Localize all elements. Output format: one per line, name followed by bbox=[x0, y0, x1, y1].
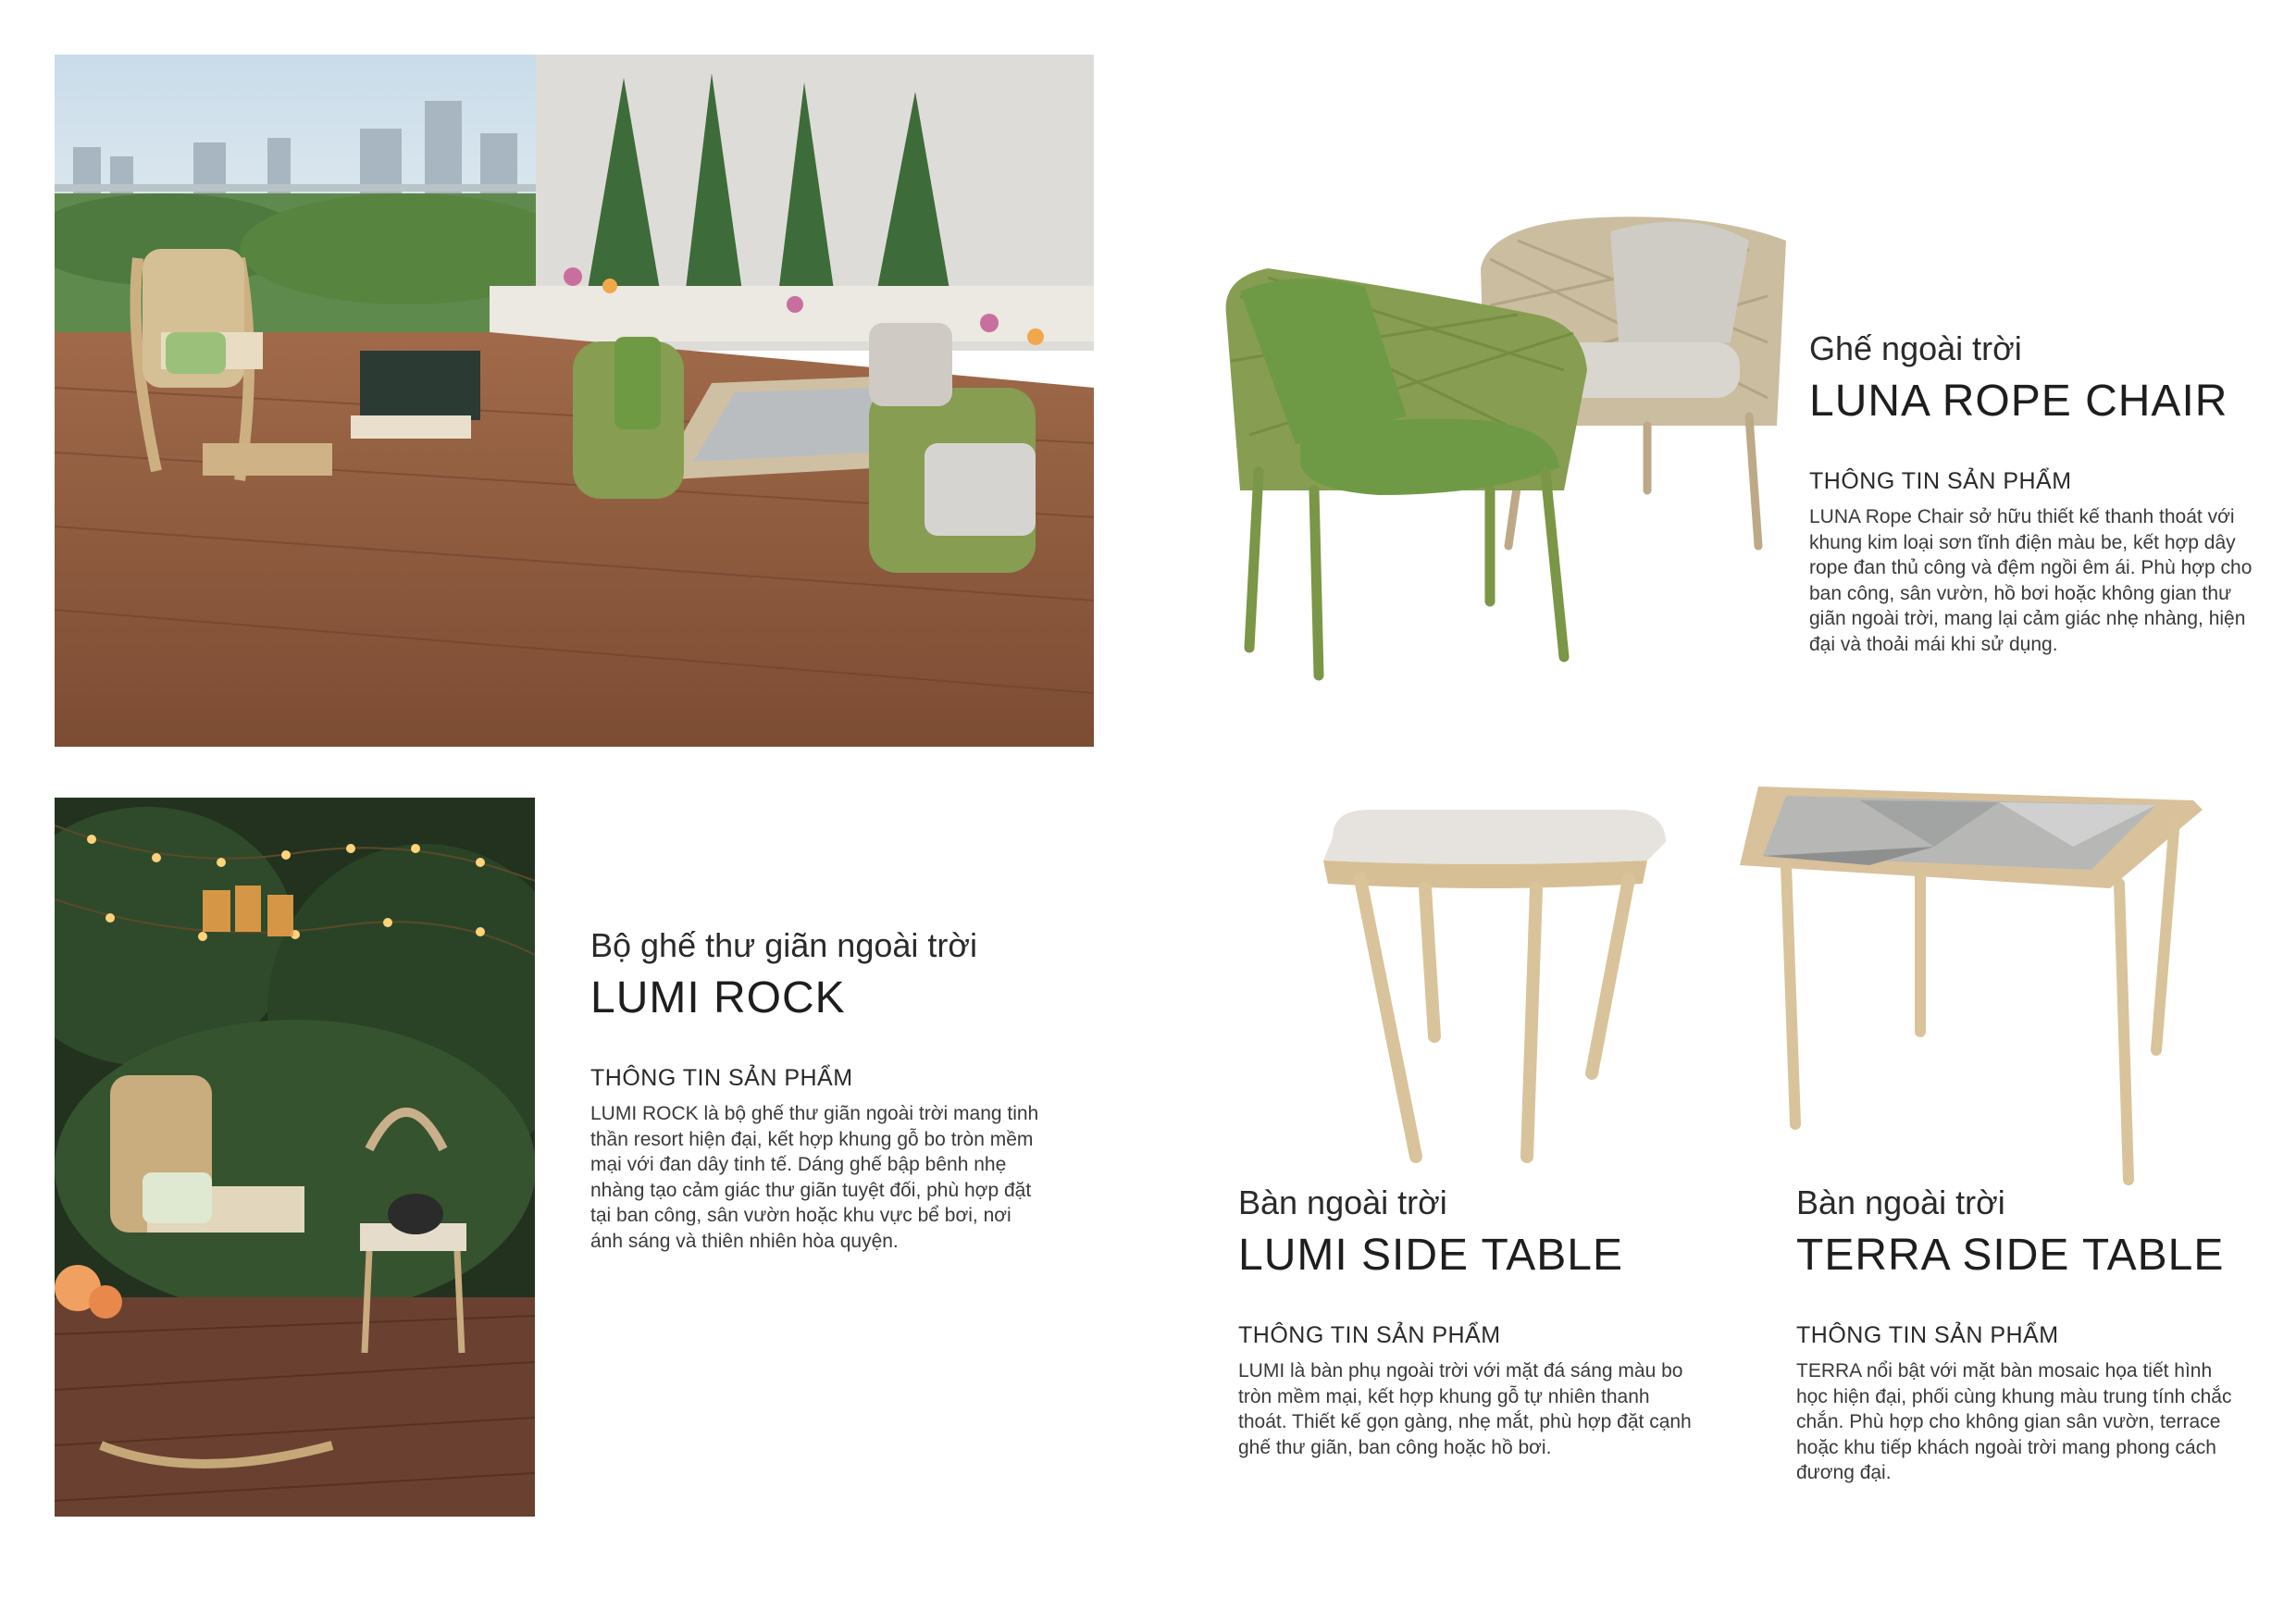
lumi-side-table-image bbox=[1296, 796, 1684, 1175]
lumi-side-description: LUMI là bàn phụ ngoài trời với mặt đá sáng màu bo tròn mềm mại, kết hợp khung gỗ tự nhiên thanh thoát. Thiết kế gọn gàng, nhẹ mắt, phù hợp đặt cạnh ghế thư giãn, ban công hoặc hồ bơi. bbox=[1238, 1360, 1692, 1458]
lumi-rock-subtitle: Bộ ghế thư giãn ngoài trời bbox=[590, 926, 977, 964]
terra-side-subtitle: Bàn ngoài trời bbox=[1796, 1183, 2005, 1221]
terra-side-info-heading: THÔNG TIN SẢN PHẨM bbox=[1796, 1322, 2059, 1349]
garden-rocking-chair-photo bbox=[55, 798, 535, 1517]
luna-text-block bbox=[1809, 328, 2272, 657]
luna-description: LUNA Rope Chair sở hữu thiết kế thanh thoát với khung kim loại sơn tĩnh điện màu be, kết hợp dây rope đan thủ công và đệm ngồi êm ái. Phù hợp cho ban công, sân vườn, hồ bơi hoặc không gian thư giãn ngoài trời, mang lại cảm giác nhẹ nhàng, hiện đại và thoải mái khi sử dụng. bbox=[1809, 506, 2253, 655]
lumi-rock-description: LUMI ROCK là bộ ghế thư giãn ngoài trời mang tinh thần resort hiện đại, kết hợp khung gỗ bo tròn mềm mại với đan dây tinh tế. Dáng ghế bập bênh nhẹ nhàng tạo cảm giác thư giãn tuyệt đối, phù hợp đặt tại ban công, sân vườn hoặc khu vực bể bơi, nơi ánh sáng và thiên nhiên hòa quyện. bbox=[590, 1103, 1039, 1252]
terra-side-description: TERRA nổi bật với mặt bàn mosaic họa tiết hình học hiện đại, phối cùng khung màu trung tính chắc chắn. Phù hợp cho không gian sân vườn, terrace hoặc khu tiếp khách ngoài trời mang phong cách đương đại. bbox=[1796, 1360, 2232, 1484]
lumi-side-title: LUMI SIDE TABLE bbox=[1238, 1231, 1624, 1281]
terra-side-title: TERRA SIDE TABLE bbox=[1796, 1231, 2225, 1281]
lumi-side-subtitle: Bàn ngoài trời bbox=[1238, 1183, 1447, 1221]
terra-side-table-image bbox=[1721, 782, 2212, 1189]
terra-side-text-block bbox=[1796, 1183, 2240, 1486]
luna-subtitle: Ghế ngoài trời bbox=[1809, 329, 2022, 367]
lumi-rock-title: LUMI ROCK bbox=[590, 973, 846, 1023]
luna-title: LUNA ROPE CHAIR bbox=[1809, 377, 2228, 427]
lumi-rock-info-heading: THÔNG TIN SẢN PHẨM bbox=[590, 1065, 853, 1092]
lumi-side-text-block bbox=[1238, 1183, 1701, 1460]
lumi-rock-text-block bbox=[590, 925, 1039, 1254]
lumi-side-info-heading: THÔNG TIN SẢN PHẨM bbox=[1238, 1322, 1501, 1349]
terrace-photo bbox=[55, 55, 1094, 747]
luna-rope-chair-image bbox=[1212, 213, 1786, 694]
luna-info-heading: THÔNG TIN SẢN PHẨM bbox=[1809, 468, 2072, 495]
